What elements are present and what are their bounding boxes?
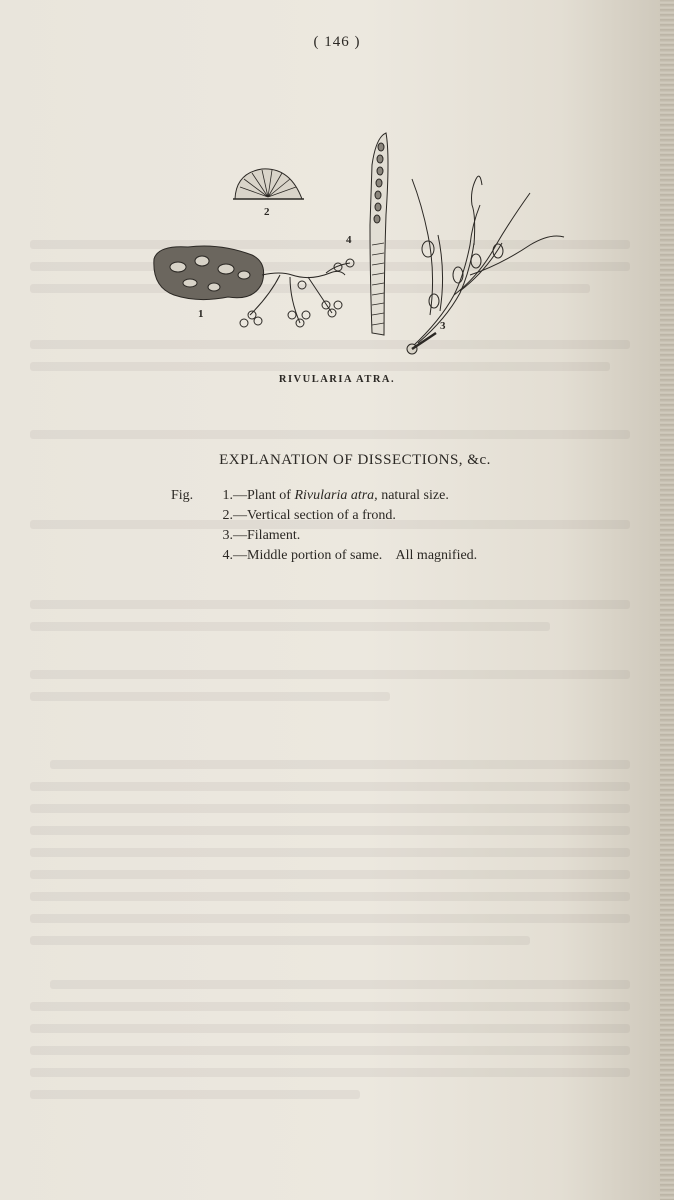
show-through-text xyxy=(30,1024,630,1033)
frond-section-drawing xyxy=(233,169,304,199)
show-through-text xyxy=(30,914,630,923)
item-text: —Plant of xyxy=(233,488,295,503)
show-through-text xyxy=(30,622,550,631)
explanation-item xyxy=(171,486,477,506)
page-number: ( 146 ) xyxy=(313,34,361,50)
item-number: 1. xyxy=(222,488,233,503)
show-through-text xyxy=(50,980,630,989)
plant-drawing xyxy=(154,246,354,327)
item-number: 3. xyxy=(222,528,233,543)
show-through-text xyxy=(30,600,630,609)
show-through-text xyxy=(30,692,390,701)
figure-caption: RIVULARIA ATRA. xyxy=(278,374,396,385)
item-text: —Filament. xyxy=(233,528,301,543)
explanation-item xyxy=(171,526,477,546)
explanation-title: EXPLANATION OF DISSECTIONS, &c. xyxy=(219,452,491,468)
item-italic-text: Rivularia atra, xyxy=(294,488,378,503)
item-text: —Middle portion of same. All magnified. xyxy=(233,548,478,563)
show-through-text xyxy=(30,848,630,857)
show-through-text xyxy=(30,1002,630,1011)
botanical-illustration xyxy=(140,125,580,365)
show-through-text xyxy=(30,892,630,901)
fig-prefix: Fig. xyxy=(171,488,194,503)
show-through-text xyxy=(30,782,630,791)
item-number: 4. xyxy=(222,548,233,563)
show-through-text xyxy=(30,870,630,879)
show-through-text xyxy=(30,1068,630,1077)
page-edge xyxy=(660,0,674,1200)
filament-middle-drawing xyxy=(370,133,388,335)
fig-label-1: 1 xyxy=(198,308,204,320)
fig-label-2: 2 xyxy=(264,206,270,218)
fig-label-4: 4 xyxy=(346,234,352,246)
explanation-item xyxy=(171,506,477,526)
item-text-end: natural size. xyxy=(377,488,449,503)
show-through-text xyxy=(30,826,630,835)
fig-label-3: 3 xyxy=(440,320,446,332)
explanation-item xyxy=(171,546,477,566)
show-through-text xyxy=(30,670,630,679)
filament-drawing xyxy=(407,176,564,354)
show-through-text xyxy=(30,1046,630,1055)
explanation-list xyxy=(171,486,477,566)
show-through-text xyxy=(50,760,630,769)
show-through-text xyxy=(30,936,530,945)
show-through-text xyxy=(30,1090,360,1099)
show-through-text xyxy=(30,430,630,439)
item-text: —Vertical section of a frond. xyxy=(233,508,396,523)
show-through-text xyxy=(30,804,630,813)
item-number: 2. xyxy=(222,508,233,523)
